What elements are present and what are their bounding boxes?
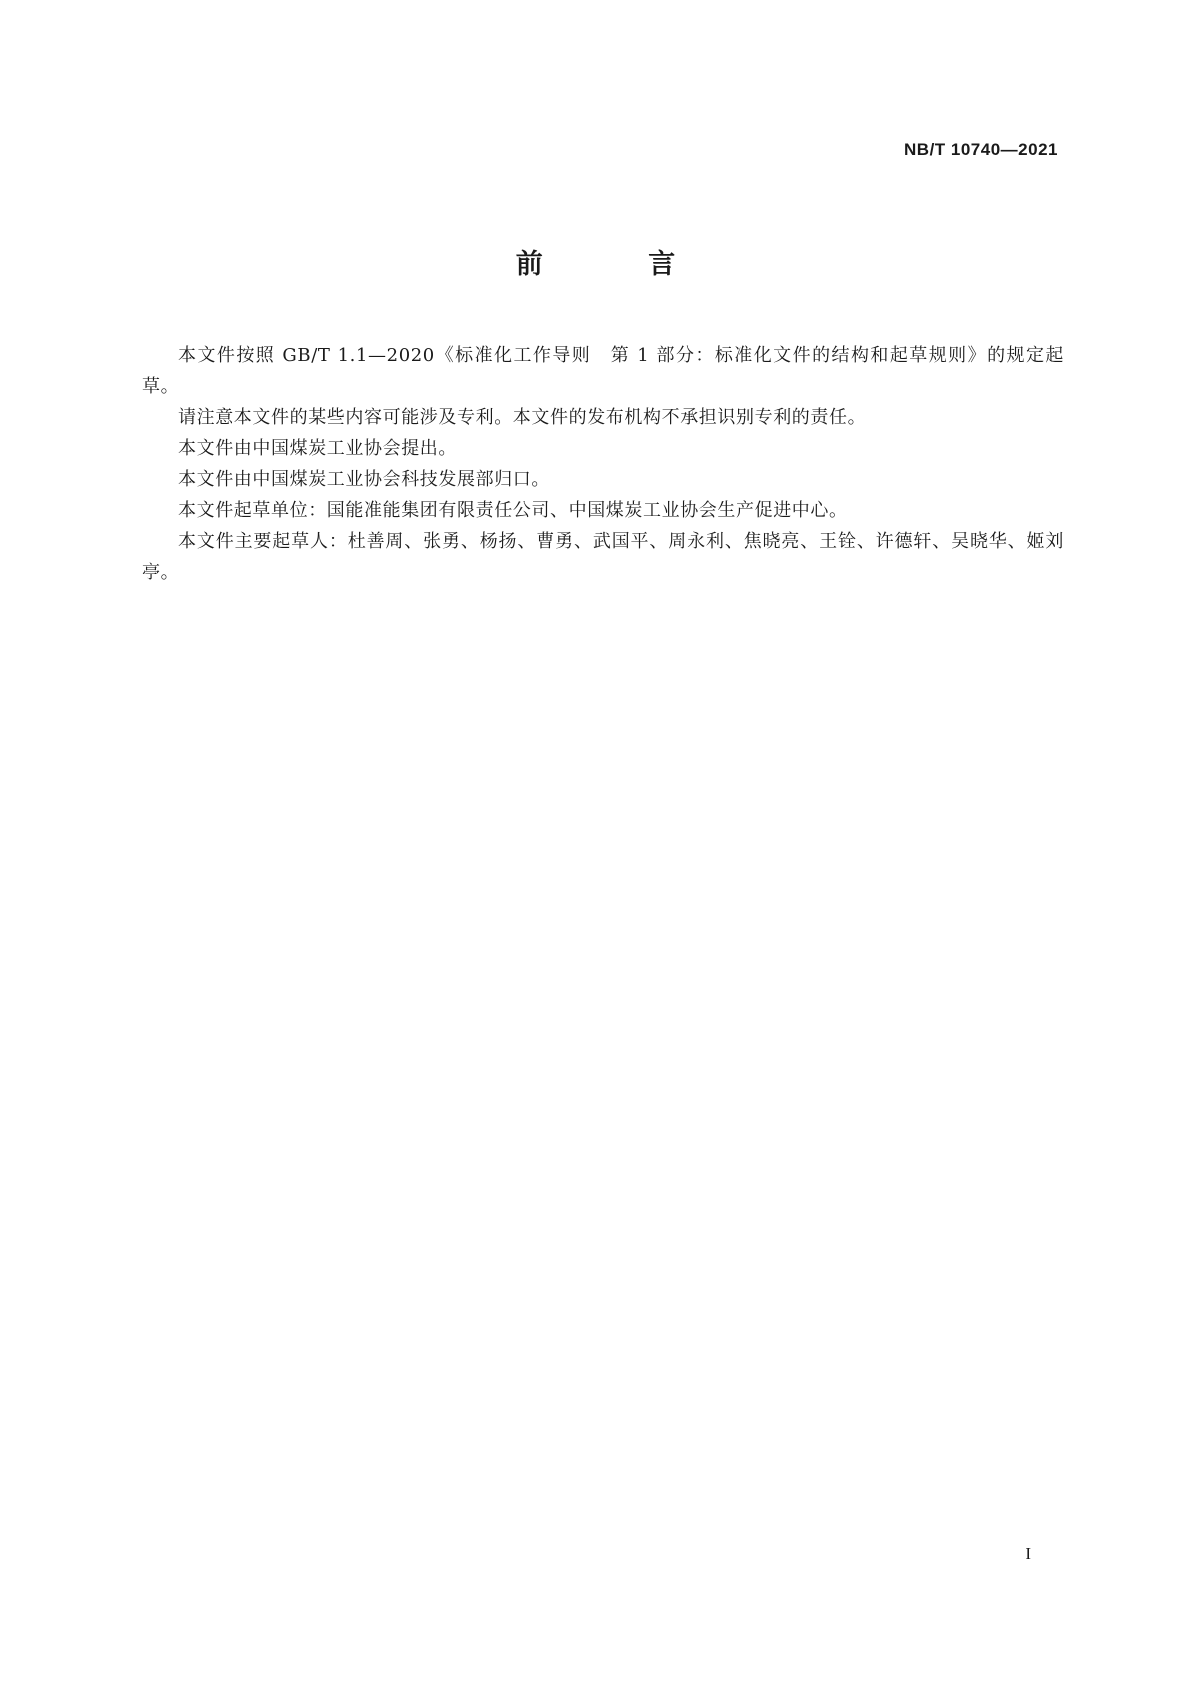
- page-number: I: [1025, 1544, 1031, 1563]
- foreword-body: [142, 340, 1064, 588]
- paragraph-proposer: 本文件由中国煤炭工业协会提出。: [178, 438, 457, 459]
- page-title: 前 言: [515, 249, 724, 280]
- paragraph-patent-notice: 请注意本文件的某些内容可能涉及专利。本文件的发布机构不承担识别专利的责任。: [178, 407, 867, 428]
- paragraph-centralized-unit: 本文件由中国煤炭工业协会科技发展部归口。: [178, 469, 550, 490]
- paragraph-drafters: 本文件主要起草人：杜善周、张勇、杨扬、曹勇、武国平、周永利、焦晓亮、王铨、许德轩、吴晓华、姬刘亭。: [142, 531, 1064, 583]
- paragraph-drafting-units: 本文件起草单位：国能准能集团有限责任公司、中国煤炭工业协会生产促进中心。: [178, 500, 848, 521]
- standard-number: NB/T 10740—2021: [904, 140, 1058, 159]
- paragraph-drafting-rules: 本文件按照 GB/T 1.1—2020《标准化工作导则 第 1 部分：标准化文件的结构和起草规则》的规定起草。: [142, 345, 1064, 397]
